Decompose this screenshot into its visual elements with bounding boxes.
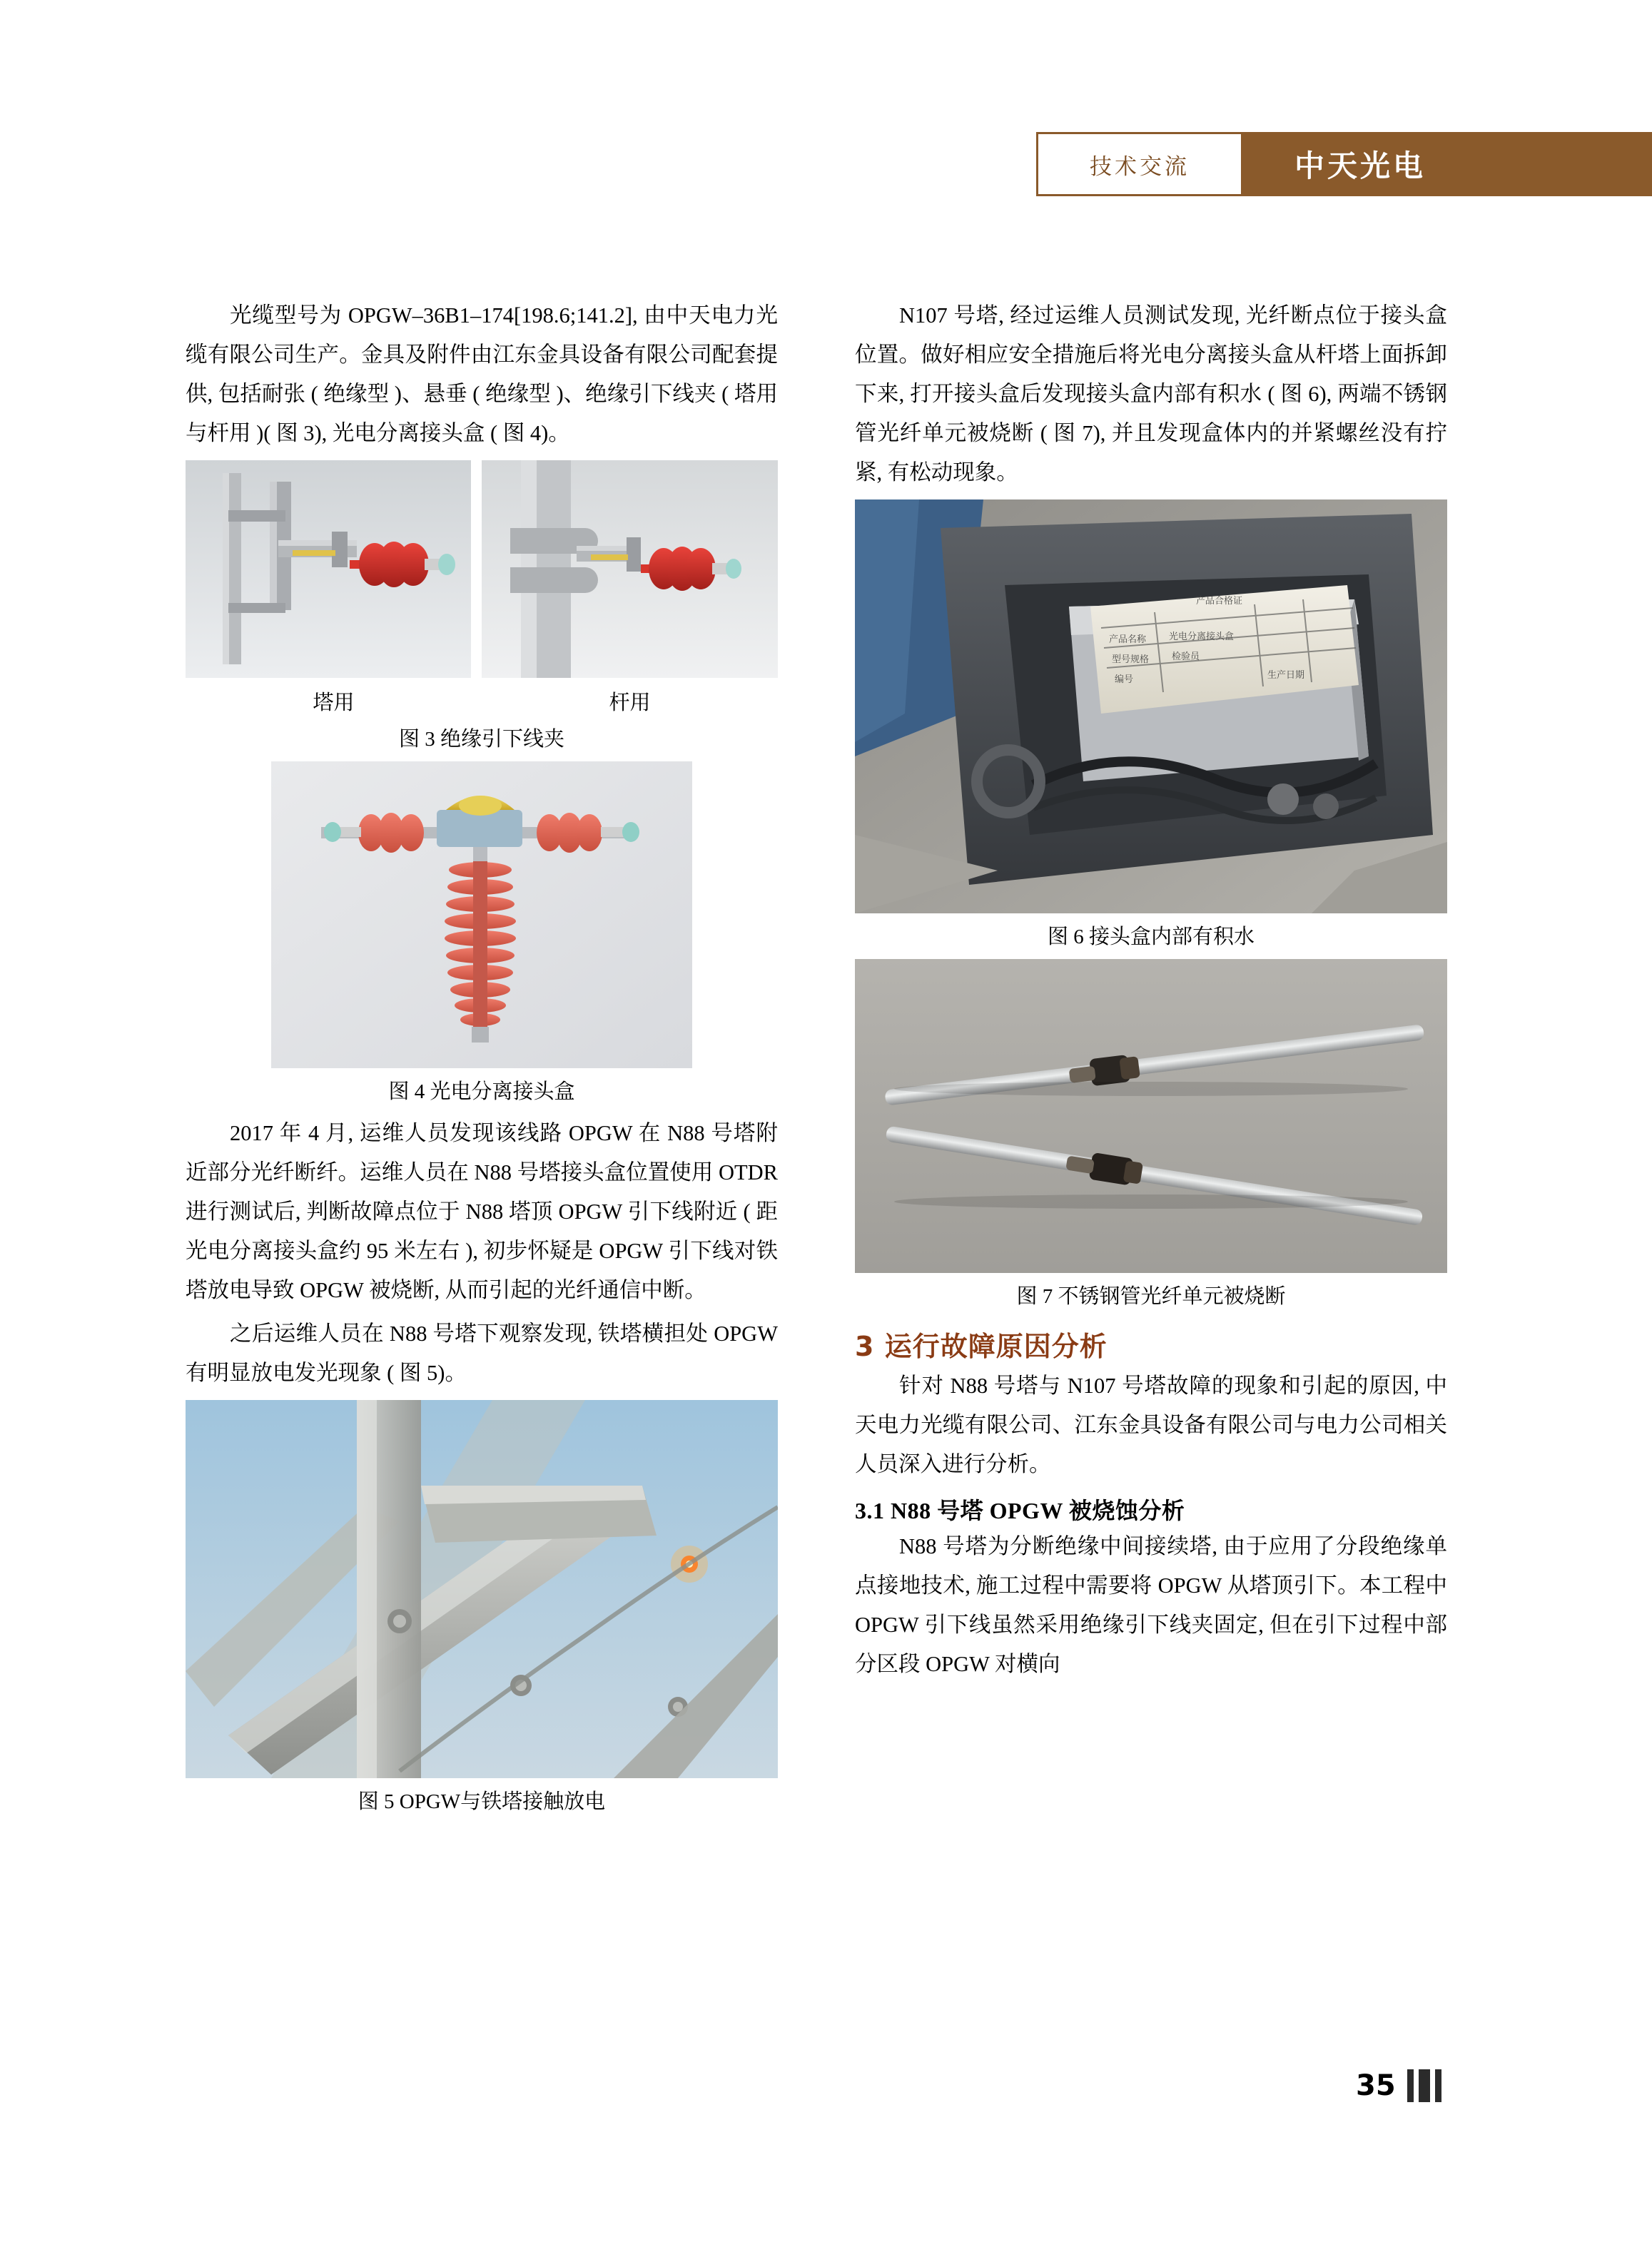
left-column	[186, 296, 778, 1824]
figure-3-image	[186, 460, 778, 678]
section-title: 运行故障原因分析	[884, 1331, 1108, 1362]
paragraph: 光缆型号为 OPGW–36B1–174[198.6;141.2], 由中天电力光缆有限公司生产。金具及附件由江东金具设备有限公司配套提供, 包括耐张 ( 绝缘型 )、悬垂 ( 绝缘型 )、绝缘引下线夹 ( 塔用与杆用 )( 图 3), 光电分离接头盒 ( 图 4)。	[186, 303, 778, 445]
paragraph: N107 号塔, 经过运维人员测试发现, 光纤断点位于接头盒位置。做好相应安全措施后将光电分离接头盒从杆塔上面拆卸下来, 打开接头盒后发现接头盒内部有积水 ( 图 6), 两端不锈钢管光纤单元被烧断 ( 图 7), 并且发现盒体内的并紧螺丝没有拧紧, 有松动现象。	[855, 303, 1447, 485]
figure-3-sublabel-right: 杆用	[609, 691, 651, 714]
figure-3-sublabels	[186, 686, 778, 716]
figure-5-image	[186, 1400, 778, 1778]
paragraph: N88 号塔为分断绝缘中间接续塔, 由于应用了分段绝缘单点接地技术, 施工过程中需要将 OPGW 从塔顶引下。本工程中 OPGW 引下线虽然采用绝缘引下线夹固定, 但在引下过程中部分区段 OPGW 对横向	[855, 1534, 1447, 1676]
section-heading	[855, 1324, 1447, 1364]
header-section-label: 技术交流	[1090, 153, 1190, 180]
svg-text:生产日期: 生产日期	[1267, 670, 1305, 681]
figure-7-image	[855, 959, 1447, 1273]
figure-6-caption: 图 6 接头盒内部有积水	[1047, 925, 1255, 948]
figure-3-sublabel-left: 塔用	[313, 691, 355, 714]
figure-7-caption: 图 7 不锈钢管光纤单元被烧断	[1016, 1285, 1286, 1308]
figure-4-caption: 图 4 光电分离接头盒	[388, 1080, 575, 1103]
footer-bars-icon	[1407, 2069, 1441, 2102]
page-header	[1036, 132, 1652, 196]
figure-5-caption: 图 5 OPGW与铁塔接触放电	[358, 1790, 606, 1813]
right-column	[855, 296, 1447, 1688]
svg-text:产品名称: 产品名称	[1109, 634, 1147, 645]
paragraph: 2017 年 4 月, 运维人员发现该线路 OPGW 在 N88 号塔附近部分光纤断纤。运维人员在 N88 号塔接头盒位置使用 OTDR 进行测试后, 判断故障点位于 N88 塔顶 OPGW 引下线附近 ( 距光电分离接头盒约 95 米左右 ), 初步怀疑是 OPGW 引下线对铁塔放电导致 OPGW 被烧断, 从而引起的光纤通信中断。	[186, 1121, 778, 1302]
svg-text:编号: 编号	[1115, 674, 1134, 685]
svg-text:型号规格: 型号规格	[1112, 654, 1150, 665]
subsection-number: 3.1	[855, 1498, 885, 1523]
paragraph: 针对 N88 号塔与 N107 号塔故障的现象和引起的原因, 中天电力光缆有限公司、江东金具设备有限公司与电力公司相关人员深入进行分析。	[855, 1374, 1447, 1476]
figure-3-caption: 图 3 绝缘引下线夹	[398, 728, 564, 751]
svg-text:检验员: 检验员	[1172, 651, 1200, 662]
figure-6-image	[855, 499, 1447, 913]
brand-name: 中天光电	[1294, 148, 1427, 183]
figure-4-image	[271, 761, 778, 1068]
section-number: 3	[855, 1331, 875, 1362]
paragraph: 之后运维人员在 N88 号塔下观察发现, 铁塔横担处 OPGW 有明显放电发光现象 ( 图 5)。	[186, 1322, 778, 1385]
header-section-tab	[1036, 132, 1243, 196]
header-brand-bar	[1243, 132, 1652, 196]
subsection-title: N88 号塔 OPGW 被烧蚀分析	[891, 1498, 1185, 1523]
subsection-heading	[855, 1493, 1447, 1526]
page-footer	[1356, 2069, 1441, 2102]
svg-text:产品合格证: 产品合格证	[1196, 596, 1243, 607]
svg-text:光电分离接头盒: 光电分离接头盒	[1169, 631, 1235, 642]
page-number: 35	[1356, 2069, 1396, 2102]
